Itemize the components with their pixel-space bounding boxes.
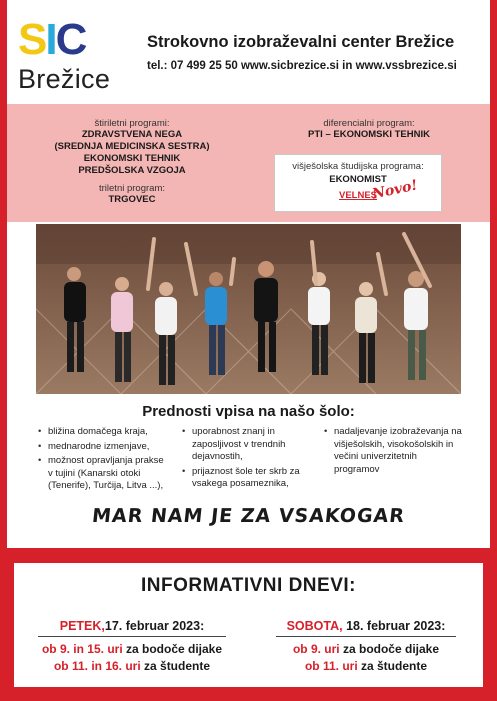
four-year-label: štiriletni programi: [94, 118, 170, 129]
divider [38, 636, 226, 637]
schedule-row [266, 658, 466, 675]
program-item: EKONOMSKI TEHNIK [83, 153, 181, 164]
schedule-row [266, 641, 466, 658]
schedule-times: ob 9. in 15. uri [41, 642, 123, 656]
schedule-row [32, 658, 232, 675]
new-badge: Novo! [370, 177, 419, 203]
schedule-times: ob 9. uri [292, 642, 340, 656]
benefits-list-col-3 [324, 426, 464, 478]
benefit-item: • možnost opravljanja prakse v tujini (Kanarski otoki (Tenerife), Turčija, Litva ...), [38, 455, 170, 493]
schedule-times: ob 11. uri [304, 659, 358, 673]
day-name: PETEK, [59, 619, 105, 633]
schedule-times: ob 11. in 16. uri [53, 659, 141, 673]
info-day-friday [32, 619, 232, 675]
higher-program-ekonomist: EKONOMIST [329, 174, 387, 185]
school-name: Strokovno izobraževalni center Brežice [147, 33, 455, 51]
benefit-item: • nadaljevanje izobraževanja na višješolskih, visokošolskih in večini univerzitetnih programov [324, 426, 464, 476]
benefit-item: • mednarodne izmenjave, [38, 441, 170, 454]
logo-town: Brežice [18, 64, 111, 94]
higher-program-velnes: VELNES [338, 190, 377, 201]
schedule-audience: za študente [140, 659, 211, 673]
three-year-label: triletni program: [99, 183, 165, 194]
programs-left-column [7, 118, 257, 206]
logo-letter-s: S [18, 15, 46, 64]
benefit-item: • prijaznost šole ter skrb za vsakega posameznika, [182, 466, 310, 491]
day-date: 18. februar 2023: [342, 619, 446, 633]
divider [276, 636, 456, 637]
benefits-list-col-1 [38, 426, 170, 495]
differential-label: diferencialni program: [323, 118, 415, 129]
program-item: (SREDNJA MEDICINSKA SESTRA) [54, 141, 210, 152]
benefits-title: Prednosti vpisa na našo šolo: [142, 403, 355, 420]
day-heading [32, 619, 232, 633]
day-date: 17. februar 2023: [104, 619, 205, 633]
sic-logo [18, 15, 128, 98]
program-item: ZDRAVSTVENA NEGA [81, 129, 183, 140]
logo-letters [18, 15, 128, 64]
program-item: TRGOVEC [108, 194, 156, 205]
logo-letter-i: I [45, 15, 56, 64]
schedule-row [32, 641, 232, 658]
students-photo [36, 224, 461, 394]
schedule-audience: za bodoče dijake [122, 642, 223, 656]
info-day-saturday [266, 619, 466, 675]
contact-line: tel.: 07 499 25 50 www.sicbrezice.si in www.vssbrezice.si [147, 60, 457, 72]
day-name: SOBOTA, [286, 619, 343, 633]
higher-label: višješolska študijska programa: [292, 161, 424, 172]
programs-right-column [269, 118, 469, 141]
benefits-list-col-2 [182, 426, 310, 493]
info-days-panel [14, 563, 483, 687]
day-heading [266, 619, 466, 633]
benefit-item: • bližina domačega kraja, [38, 426, 170, 439]
program-item: PREDŠOLSKA VZGOJA [78, 165, 186, 176]
schedule-audience: za bodoče dijake [339, 642, 440, 656]
schedule-audience: za študente [357, 659, 428, 673]
slogan: MAR NAM JE ZA VSAKOGAR [90, 505, 407, 527]
students-photo-illustration [36, 224, 461, 394]
info-days-title: INFORMATIVNI DNEVI: [141, 575, 356, 596]
logo-letter-c: C [55, 15, 86, 64]
differential-program: PTI – EKONOMSKI TEHNIK [308, 129, 430, 140]
benefit-item: • uporabnost znanj in zaposljivost v trendnih dejavnostih, [182, 426, 310, 464]
